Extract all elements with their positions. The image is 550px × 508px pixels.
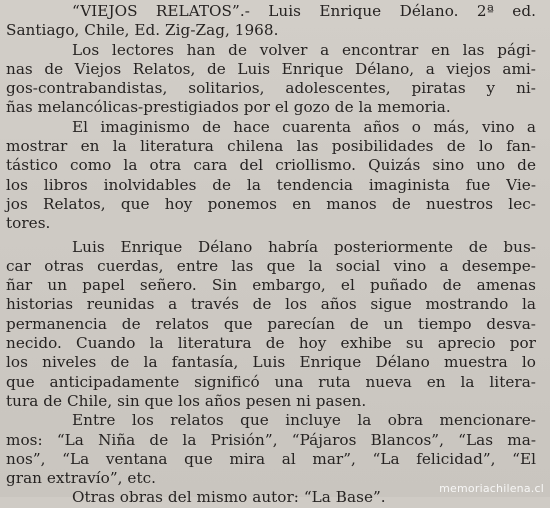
paragraph-4-line-3: nos”, “La ventana que mira al mar”, “La felicidad”, “El [6, 449, 536, 468]
paragraph-2-line-2: mostrar en la literatura chilena las posibilidades de lo fan- [6, 137, 536, 156]
paragraph-3-line-9: tura de Chile, sin que los años pesen ni pasen. [6, 391, 367, 410]
citation-line-2: Santiago, Chile, Ed. Zig-Zag, 1968. [6, 21, 279, 40]
paragraph-3-line-4: historias reunidas a través de los años sigue mostrando la [6, 295, 536, 314]
paragraph-4-line-1: Entre los relatos que incluye la obra mencionare- [72, 411, 536, 430]
review-column [6, 2, 536, 508]
paragraph-2-line-6: tores. [6, 214, 51, 233]
paragraph-2-line-3: tástico como la otra cara del criollismo. Quizás sino uno de [6, 156, 536, 175]
paragraph-2-line-4: los libros inolvidables de la tendencia imaginista fue Vie- [6, 175, 536, 194]
paragraph-1-line-4: ñas melancólicas-prestigiados por el gozo de la memoria. [6, 98, 451, 117]
paragraph-3-line-5: permanencia de relatos que parecían de un tiempo desva- [6, 314, 536, 333]
paragraph-3-line-2: car otras cuerdas, entre las que la social vino a desempe- [6, 256, 536, 275]
citation-line-1: “VIEJOS RELATOS”.- Luis Enrique Délano. 2ª ed. [72, 2, 536, 20]
paragraph-5-line-1: Otras obras del mismo autor: “La Base”. [72, 488, 386, 507]
paragraph-2-line-1: El imaginismo de hace cuarenta años o más, vino a [72, 117, 536, 136]
paragraph-1-line-2: nas de Viejos Relatos, de Luis Enrique Délano, a viejos ami- [6, 59, 536, 78]
paragraph-2-line-5: jos Relatos, que hoy ponemos en manos de nuestros lec- [6, 194, 536, 213]
paragraph-3-line-1: Luis Enrique Délano habría posteriormente de bus- [72, 237, 536, 256]
paragraph-3-line-7: los niveles de la fantasía, Luis Enrique Délano muestra lo [6, 353, 536, 372]
paragraph-1-line-3: gos-contrabandistas, solitarios, adolescentes, piratas y ni- [6, 79, 536, 98]
paragraph-3-line-8: que anticipadamente significó una ruta nueva en la litera- [6, 372, 536, 391]
watermark: memoriachilena.cl [439, 482, 544, 495]
paragraph-3-line-3: ñar un papel señero. Sin embargo, el puñado de amenas [6, 276, 536, 295]
paragraph-4-line-4: gran extravío”, etc. [6, 469, 157, 488]
paragraph-3-line-6: necido. Cuando la literatura de hoy exhibe su aprecio por [6, 334, 536, 353]
paragraph-4-line-2: mos: “La Niña de la Prisión”, “Pájaros Blancos”, “Las ma- [6, 430, 536, 449]
paragraph-1-line-1: Los lectores han de volver a encontrar en las pági- [72, 40, 536, 59]
